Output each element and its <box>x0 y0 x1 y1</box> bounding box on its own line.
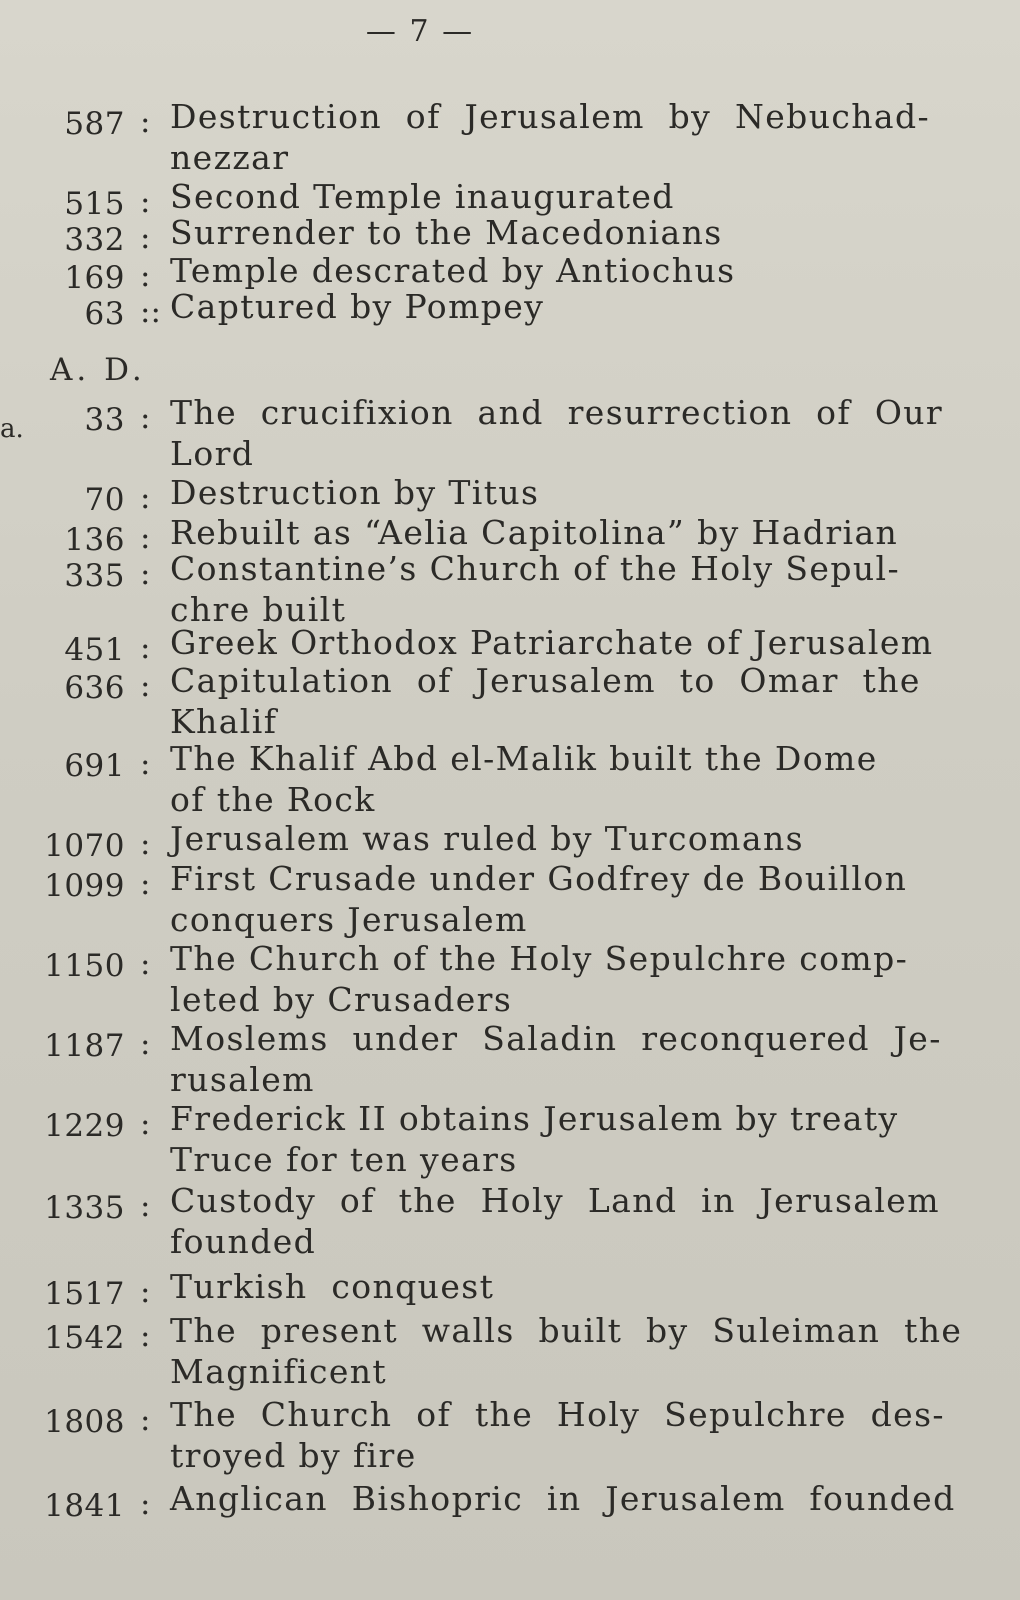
entry-text-line: Jerusalem was ruled by Turcomans <box>170 819 804 858</box>
margin-letter: a. <box>0 414 24 444</box>
entry-text-line: Greek Orthodox Patriarchate of Jerusalem <box>170 623 934 662</box>
entry-text-line: Capitulation of Jerusalem to Omar the <box>170 661 921 700</box>
entry-text-line: troyed by fire <box>170 1436 417 1475</box>
entry-separator: : <box>140 1318 151 1354</box>
entry-text-line: Second Temple inaugurated <box>170 177 675 216</box>
entry-separator: : <box>140 520 151 556</box>
entry-year: 1229 <box>44 1108 125 1144</box>
entry-year: 136 <box>64 522 125 558</box>
entry-text-line: First Crusade under Godfrey de Bouillon <box>170 859 908 898</box>
entry-text-line: Destruction by Titus <box>170 473 540 512</box>
entry-separator: : <box>140 556 151 592</box>
entry-year: 1542 <box>44 1320 125 1356</box>
entry-text-line: conquers Jerusalem <box>170 900 528 939</box>
entry-text-line: founded <box>170 1222 317 1261</box>
entry-separator: : <box>140 480 151 516</box>
entry-separator: : <box>140 1402 151 1438</box>
page-number: — 7 — <box>365 14 475 49</box>
entry-year: 1335 <box>44 1190 125 1226</box>
entry-year: 1841 <box>44 1488 125 1524</box>
entry-year: 451 <box>64 632 125 668</box>
entry-separator: : <box>140 746 151 782</box>
entry-text-line: chre built <box>170 590 347 629</box>
entry-separator: : <box>140 1274 151 1310</box>
entry-separator: : <box>140 1026 151 1062</box>
entry-text-line: Frederick II obtains Jerusalem by treaty <box>170 1099 899 1138</box>
entry-separator: : <box>140 184 151 220</box>
entry-year: 335 <box>64 558 125 594</box>
entry-separator: : <box>140 104 151 140</box>
entry-separator: :: <box>140 294 161 330</box>
entry-year: 169 <box>64 260 125 296</box>
entry-year: 691 <box>64 748 125 784</box>
entry-separator: : <box>140 1188 151 1224</box>
entry-separator: : <box>140 1106 151 1142</box>
entry-text-line: rusalem <box>170 1060 315 1099</box>
entry-text-line: Temple descrated by Antiochus <box>170 251 736 290</box>
entry-text-line: Constantine’s Church of the Holy Sepul- <box>170 549 901 588</box>
entry-text-line: Destruction of Jerusalem by Nebuchad- <box>170 97 931 136</box>
entry-separator: : <box>140 668 151 704</box>
entry-year: 332 <box>64 222 125 258</box>
entry-year: 1517 <box>44 1276 125 1312</box>
entry-text-line: nezzar <box>170 138 290 177</box>
entry-year: 1099 <box>44 868 125 904</box>
entry-separator: : <box>140 220 151 256</box>
entry-text-line: Truce for ten years <box>170 1140 518 1179</box>
entry-text-line: Lord <box>170 434 255 473</box>
entry-text-line: of the Rock <box>170 780 376 819</box>
entry-text-line: Surrender to the Macedonians <box>170 213 723 252</box>
entry-year: 1808 <box>44 1404 125 1440</box>
entry-year: 515 <box>64 186 125 222</box>
entry-separator: : <box>140 630 151 666</box>
entry-year: 1070 <box>44 828 125 864</box>
entry-text-line: Khalif <box>170 702 278 741</box>
entry-text-line: Moslems under Saladin reconquered Je- <box>170 1019 942 1058</box>
entry-text-line: Captured by Pompey <box>170 287 545 326</box>
entry-separator: : <box>140 946 151 982</box>
era-label: A. D. <box>50 352 146 388</box>
entry-year: 636 <box>64 670 125 706</box>
entry-text-line: leted by Crusaders <box>170 980 513 1019</box>
entry-text-line: The Khalif Abd el-Malik built the Dome <box>170 739 878 778</box>
entry-text-line: The crucifixion and resurrection of Our <box>170 393 944 432</box>
entry-text-line: Anglican Bishopric in Jerusalem founded <box>170 1479 956 1518</box>
entry-separator: : <box>140 826 151 862</box>
entry-year: 587 <box>64 106 125 142</box>
entry-year: 33 <box>84 402 125 438</box>
entry-separator: : <box>140 866 151 902</box>
entry-text-line: Turkish conquest <box>170 1267 495 1306</box>
entry-separator: : <box>140 258 151 294</box>
entry-year: 63 <box>84 296 125 332</box>
entry-text-line: The Church of the Holy Sepulchre comp- <box>170 939 909 978</box>
entry-text-line: The present walls built by Suleiman the <box>170 1311 963 1350</box>
entry-separator: : <box>140 1486 151 1522</box>
entry-text-line: Magnificent <box>170 1352 388 1391</box>
entry-separator: : <box>140 400 151 436</box>
entry-year: 70 <box>84 482 125 518</box>
entry-text-line: Custody of the Holy Land in Jerusalem <box>170 1181 940 1220</box>
entry-text-line: The Church of the Holy Sepulchre des- <box>170 1395 945 1434</box>
entry-year: 1150 <box>44 948 125 984</box>
entry-year: 1187 <box>44 1028 125 1064</box>
entry-text-line: Rebuilt as “Aelia Capitolina” by Hadrian <box>170 513 899 552</box>
